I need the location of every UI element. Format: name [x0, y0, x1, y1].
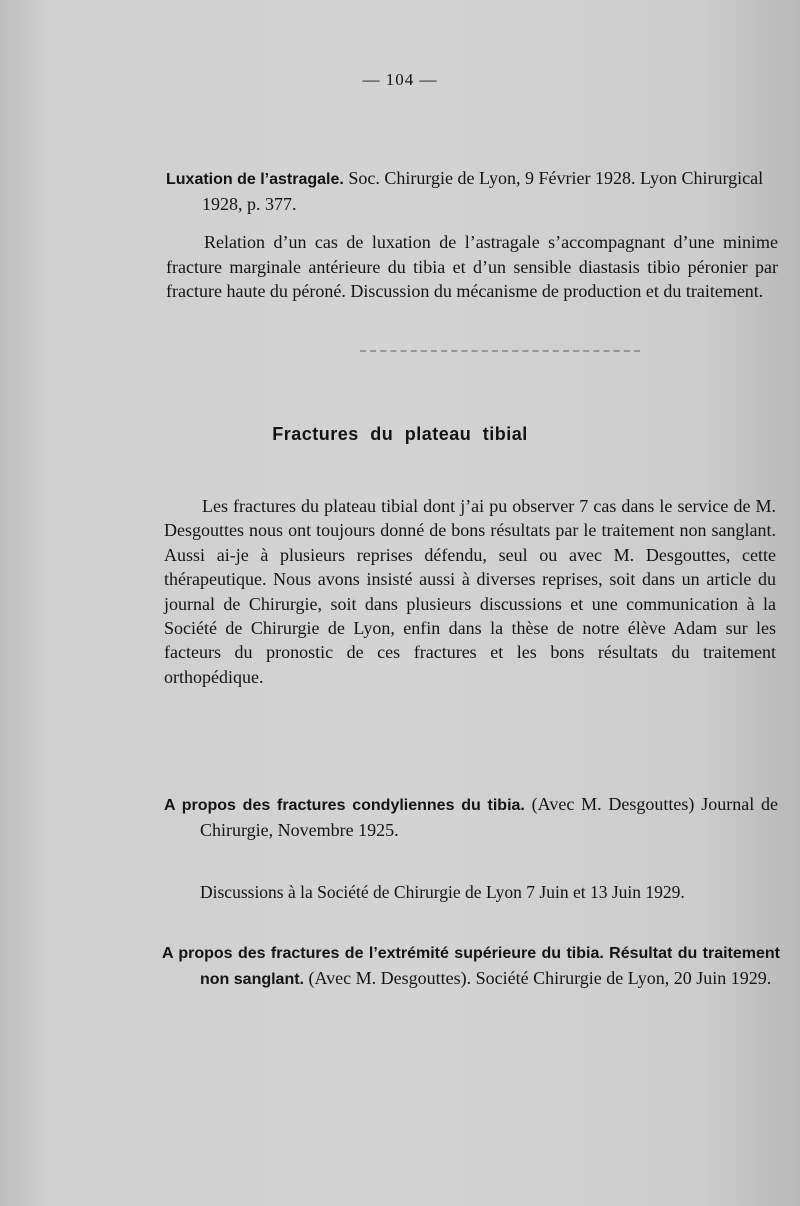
entry-extremite-title: A propos des fractures de l’extrémité supérieure du tibia. Résultat du traitement non sanglant.	[162, 945, 780, 988]
entry-fractures-condyliennes	[164, 792, 778, 842]
entry-luxation-astragale	[166, 166, 778, 216]
entry-luxation-citation-block	[166, 166, 778, 216]
entry-extremite-block	[162, 940, 780, 992]
entry-extremite-superieure	[162, 940, 780, 992]
discussions-note: Discussions à la Société de Chirurgie de Lyon 7 Juin et 13 Juin 1929.	[200, 882, 685, 902]
entry-luxation-title: Luxation de l’astragale.	[166, 171, 344, 188]
section-separator	[360, 350, 640, 354]
entry-luxation-citation: Soc. Chirurgie de Lyon, 9 Février 1928. Lyon Chirurgical 1928, p. 377.	[202, 168, 764, 214]
entry-condyliennes-block	[164, 792, 778, 842]
entry-condyliennes-citation: (Avec M. Desgouttes) Journal de Chirurgie, Novembre 1925.	[200, 794, 779, 840]
section-paragraph: Les fractures du plateau tibial dont j’ai pu observer 7 cas dans le service de M. Desgouttes nous ont toujours donné de bons résultats par le traitement non sanglant. Aussi ai-je à plusieurs reprises défendu, seul ou avec M. Desgouttes, cette thérapeutique. Nous avons insisté aussi à diverses reprises, soit dans un article du journal de Chirurgie, soit dans plusieurs discussions et une communication à la Société de Chirurgie de Lyon, enfin dans la thèse de notre élève Adam sur les facteurs du pronostic de ces fractures et les bons résultats du traitement orthopédique.	[164, 496, 776, 687]
section-title: Fractures du plateau tibial	[272, 424, 528, 444]
entry-luxation-summary: Relation d’un cas de luxation de l’astragale s’accompagnant d’une minime fracture marginale antérieure du tibia et d’un sensible diastasis tibio péronier par fracture haute du péroné. Discussion du mécanisme de production et du traitement.	[166, 232, 778, 301]
entry-extremite-citation: (Avec M. Desgouttes). Société Chirurgie de Lyon, 20 Juin 1929.	[304, 968, 772, 988]
entry-condyliennes-title: A propos des fractures condyliennes du tibia.	[164, 797, 525, 814]
page-number: — 104 —	[362, 70, 438, 89]
